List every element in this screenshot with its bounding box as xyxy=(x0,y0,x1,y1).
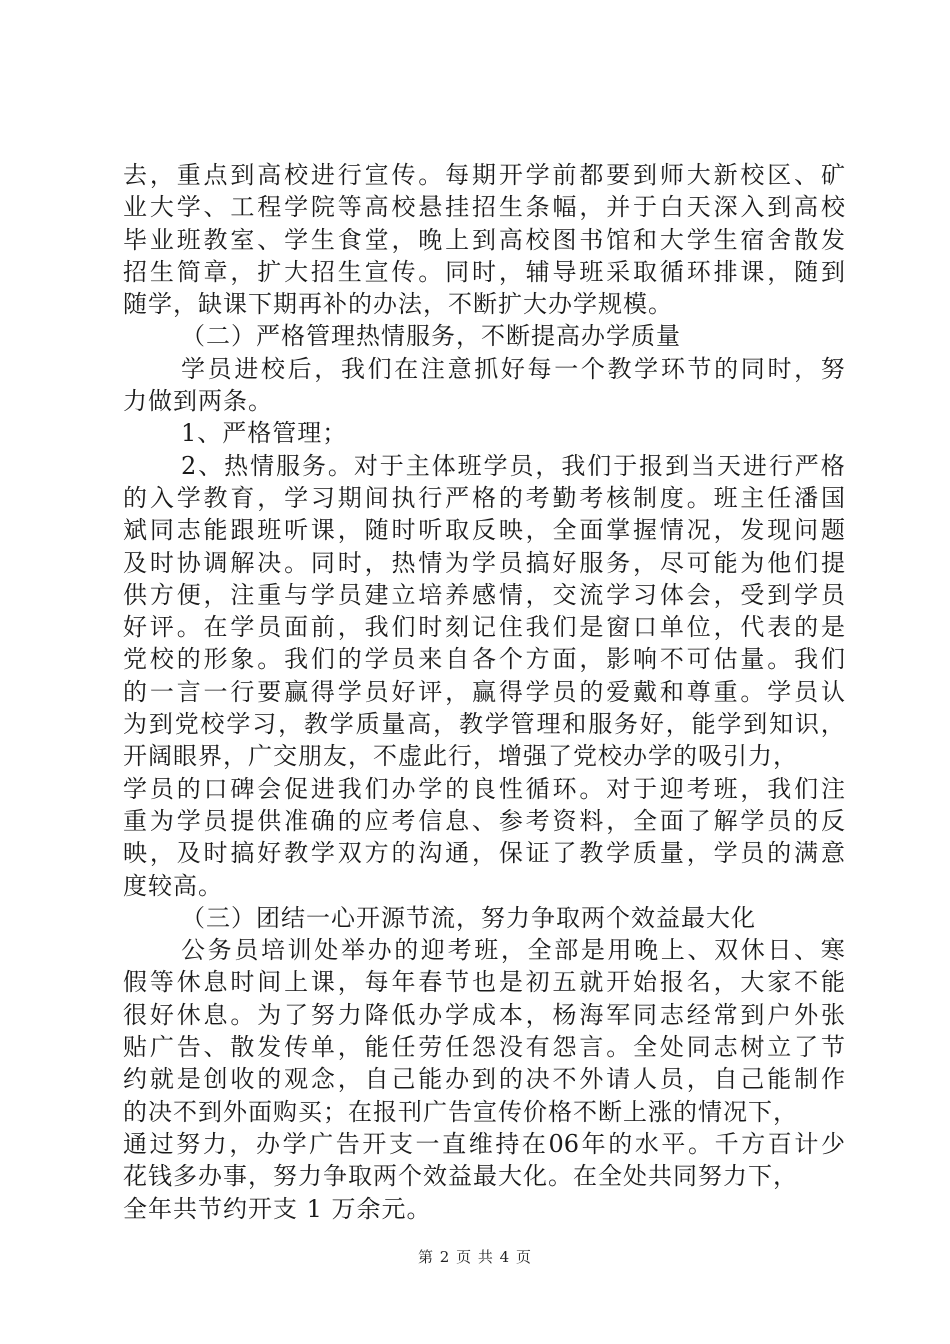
text-line: 的 一 言 一 行 要 赢 得 学 员 好 评 ， 赢 得 学 员 的 爱 戴 和 尊 重 。 学 员 认 xyxy=(123,677,845,706)
text-line: 学 员 进 校 后 ， 我 们 在 注 意 抓 好 每 一 个 教 学 环 节 的 同 时 ， 努 xyxy=(181,354,845,383)
text-line: 去 ， 重 点 到 高 校 进 行 宣 传 。 每 期 开 学 前 都 要 到 师 大 新 校 区 、 矿 xyxy=(123,161,845,189)
text-line: 假 等 休 息 时 间 上 课 ， 每 年 春 节 也 是 初 五 就 开 始 报 名 ， 大 家 不 能 xyxy=(123,968,845,997)
text-line: 度较高。 xyxy=(123,871,223,900)
text-line: 及 时 协 调 解 决 。 同 时 ， 热 情 为 学 员 搞 好 服 务 ， 尽 可 能 为 他 们 提 xyxy=(123,548,845,577)
text-line: （二）严格管理热情服务，不断提高办学质量 xyxy=(181,322,681,351)
text-line: 的决不到外面购买；在报刊广告宣传价格不断上涨的情况下， xyxy=(123,1097,798,1126)
document-body xyxy=(123,159,845,1225)
text-line: 1、严格管理； xyxy=(181,419,348,448)
text-line: 开阔眼界，广交朋友，不虚此行，增强了党校办学的吸引力， xyxy=(123,742,798,771)
text-line: （三）团结一心开源节流，努力争取两个效益最大化 xyxy=(181,903,756,932)
text-line: 重 为 学 员 提 供 准 确 的 应 考 信 息 、 参 考 资 料 ， 全 面 了 解 学 员 的 反 xyxy=(123,806,845,835)
text-line: 映 ， 及 时 搞 好 教 学 双 方 的 沟 通 ， 保 证 了 教 学 质 量 ， 学 员 的 满 意 xyxy=(123,839,845,868)
text-line: 业 大 学 、 工 程 学 院 等 高 校 悬 挂 招 生 条 幅 ， 并 于 白 天 深 入 到 高 校 xyxy=(123,193,845,222)
text-line: 招 生 简 章 ， 扩 大 招 生 宣 传 。 同 时 ， 辅 导 班 采 取 循 环 排 课 ， 随 到 xyxy=(123,257,845,286)
text-line: 的 入 学 教 育 ， 学 习 期 间 执 行 严 格 的 考 勤 考 核 制 度 。 班 主 任 潘 国 xyxy=(123,483,845,512)
text-line: 党 校 的 形 象 。 我 们 的 学 员 来 自 各 个 方 面 ， 影 响 不 可 估 量 。 我 们 xyxy=(123,645,845,674)
text-line: 约 就 是 创 收 的 观 念 ， 自 己 能 办 到 的 决 不 外 请 人 员 ， 自 己 能 制 作 xyxy=(123,1065,845,1094)
text-line: 斌 同 志 能 跟 班 听 课 ， 随 时 听 取 反 映 ， 全 面 掌 握 情 况 ， 发 现 问 题 xyxy=(123,516,845,545)
text-line: 供 方 便 ， 注 重 与 学 员 建 立 培 养 感 情 ， 交 流 学 习 体 会 ， 受 到 学 员 xyxy=(123,580,845,609)
text-line: 力做到两条。 xyxy=(123,387,273,416)
text-line: 毕 业 班 教 室 、 学 生 食 堂 ， 晚 上 到 高 校 图 书 馆 和 大 学 生 宿 舍 散 发 xyxy=(123,225,845,254)
text-line: 贴 广 告 、 散 发 传 单 ， 能 任 劳 任 怨 没 有 怨 言 。 全 处 同 志 树 立 了 节 xyxy=(123,1033,845,1062)
page-footer: 第 2 页 共 4 页 xyxy=(418,1248,532,1266)
text-line: 公 务 员 培 训 处 举 办 的 迎 考 班 ， 全 部 是 用 晚 上 、 双 休 日 、 寒 xyxy=(181,936,845,965)
text-line: 2 、 热 情 服 务 。 对 于 主 体 班 学 员 ， 我 们 于 报 到 当 天 进 行 严 格 xyxy=(181,451,845,480)
text-line: 随学，缺课下期再补的办法，不断扩大办学规模。 xyxy=(123,290,673,319)
text-line: 花钱多办事，努力争取两个效益最大化。在全处共同努力下， xyxy=(123,1162,798,1191)
text-line: 全年共节约开支 1 万余元。 xyxy=(123,1194,432,1223)
text-line: 很 好 休 息 。 为 了 努 力 降 低 办 学 成 本 ， 杨 海 军 同 志 经 常 到 户 外 张 xyxy=(123,1000,845,1029)
text-line: 为 到 党 校 学 习 ， 教 学 质 量 高 ， 教 学 管 理 和 服 务 好 ， 能 学 到 知 识 ， xyxy=(123,710,845,739)
text-line: 通 过 努 力 ， 办 学 广 告 开 支 一 直 维 持 在 06 年 的 水 平 。 千 方 百 计 少 xyxy=(123,1129,845,1158)
text-line: 学 员 的 口 碑 会 促 进 我 们 办 学 的 良 性 循 环 。 对 于 迎 考 班 ， 我 们 注 xyxy=(123,774,845,803)
text-line: 好 评 。 在 学 员 面 前 ， 我 们 时 刻 记 住 我 们 是 窗 口 单 位 ， 代 表 的 是 xyxy=(123,613,845,642)
